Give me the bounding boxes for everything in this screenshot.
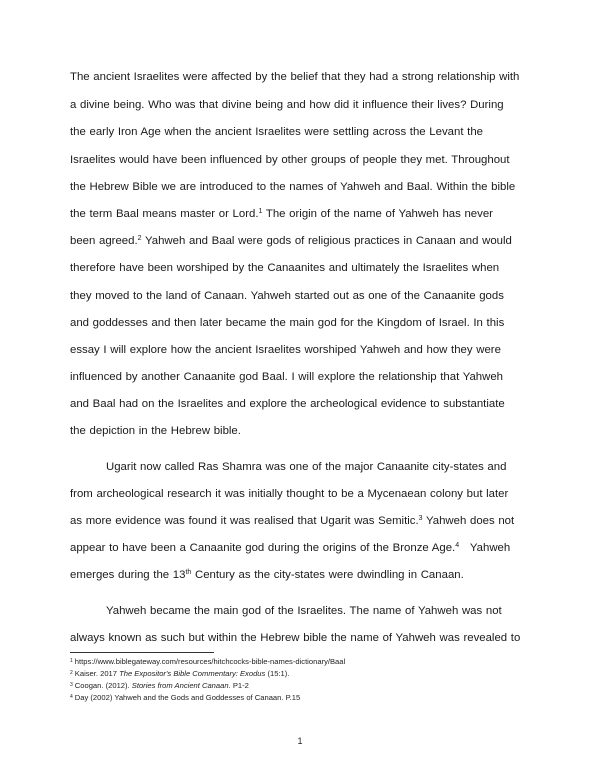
paragraph-1-line-7: been agreed.$^2$ Yahweh and Baal were gods of religious practices in Canaan and would: [70, 235, 512, 247]
footnote-1-link[interactable]: https://www.biblegateway.com/resources/hitchcocks-bible-names-dictionary/Baal: [74, 657, 346, 666]
paragraph-2-line-5: emerges during the 13th Century as the city-states were dwindling in Canaan.: [70, 569, 464, 581]
paragraph-2-line-3: as more evidence was found it was realised that Ugarit was Semitic.$^3$ Yahweh does not: [70, 515, 515, 527]
footnote-ref-1: 1: [258, 208, 263, 215]
footnote-3: $^3$ Coogan. (2012). Stories from Ancient Canaan. P1-2: [70, 681, 249, 690]
paragraph-1-line-14: the depiction in the Hebrew bible.: [70, 425, 241, 437]
paragraph-3-line-2: always known as such but within the Hebrew bible the name of Yahweh was revealed to: [70, 632, 521, 644]
paragraph-1-line-1: The ancient Israelites were affected by the belief that they had a strong relationship with: [70, 71, 520, 83]
paragraph-2-line-2: from archeological research it was initially thought to be a Mycenaean colony but later: [70, 488, 509, 500]
paragraph-3-line-1: Yahweh became the main god of the Israelites. The name of Yahweh was not: [106, 605, 502, 617]
footnote-ref-2: 2: [137, 235, 142, 242]
page-number: 1: [297, 736, 303, 746]
footnote-separator: [70, 652, 214, 653]
paragraph-1-line-13: and Baal had on the Israelites and explore the archeological evidence to substantiate: [70, 398, 505, 410]
paragraph-1-line-12: influenced by another Canaanite god Baal. I will explore the relationship that Yahweh: [70, 371, 504, 383]
paragraph-1-line-10: and goddesses and then later became the main god for the Kingdom of Israel. In this: [70, 317, 505, 329]
paragraph-1-line-2: a divine being. Who was that divine being and how did it influence their lives? During: [70, 99, 504, 111]
footnote-ref-3: 3: [418, 515, 423, 522]
footnote-2: $^2$ Kaiser. 2017 The Expositor's Bible Commentary: Exodus (15:1).: [70, 669, 290, 678]
paragraph-2-line-1: Ugarit now called Ras Shamra was one of the major Canaanite city-states and: [106, 461, 507, 473]
footnote-1: $^1$ https://www.biblegateway.com/resources/hitchcocks-bible-names-dictionary/Baal: [70, 657, 346, 666]
paragraph-1-line-8: therefore have been worshiped by the Canaanites and ultimately the Israelites when: [70, 262, 500, 274]
paragraph-1-line-5: the Hebrew Bible we are introduced to the names of Yahweh and Baal. Within the bible: [70, 181, 516, 193]
paragraph-2-line-4: appear to have been a Canaanite god during the origins of the Bronze Age.$^4$ Yahweh: [70, 542, 511, 554]
ordinal-suffix: th: [185, 569, 192, 576]
footnote-ref-4: 4: [455, 542, 460, 549]
paragraph-1-line-6: the term Baal means master or Lord.$^1$ The origin of the name of Yahweh has never: [70, 208, 493, 220]
paragraph-1-line-3: the early Iron Age when the ancient Israelites were settling across the Levant the: [70, 126, 484, 138]
paragraph-1-line-4: Israelites would have been influenced by other groups of people they met. Throughout: [70, 154, 510, 166]
paragraph-1-line-9: they moved to the land of Canaan. Yahweh started out as one of the Canaanite gods: [70, 290, 504, 302]
paragraph-1-line-11: essay I will explore how the ancient Israelites worshiped Yahweh and how they were: [70, 344, 501, 356]
footnote-4: $^4$ Day (2002) Yahweh and the Gods and Goddesses of Canaan. P.15: [70, 693, 301, 702]
